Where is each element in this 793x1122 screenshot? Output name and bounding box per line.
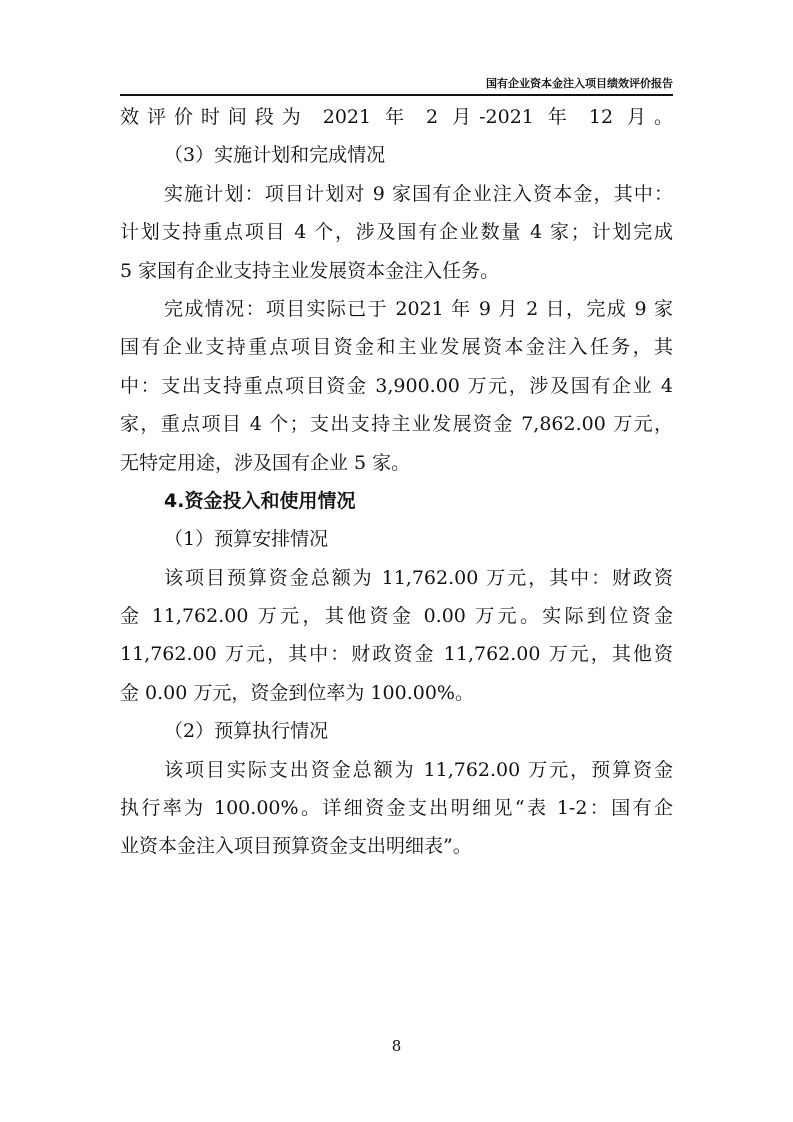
paragraph-line: 家，重点项目 4 个；支出支持主业发展资金 7,862.00 万元， (120, 413, 673, 436)
paragraph-line: 无特定用途，涉及国有企业 5 家。 (120, 451, 411, 474)
paragraph-line: 业资本金注入项目预算资金支出明细表”。 (120, 835, 472, 858)
running-header: 国有企业资本金注入项目绩效评价报告 (486, 77, 673, 90)
paragraph-line: 计划支持重点项目 4 个，涉及国有企业数量 4 家；计划完成 (120, 221, 673, 244)
header-rule (120, 94, 673, 96)
subsection-heading: （3）实施计划和完成情况 (164, 144, 386, 167)
paragraph-line: 该项目预算资金总额为 11,762.00 万元，其中：财政资 (164, 566, 673, 589)
page-number: 8 (391, 1037, 402, 1055)
paragraph-line: 完成情况：项目实际已于 2021 年 9 月 2 日，完成 9 家 (164, 297, 673, 320)
paragraph-line: 国有企业支持重点项目资金和主业发展资本金注入任务，其 (120, 336, 673, 359)
subsection-heading: （1）预算安排情况 (164, 528, 329, 551)
paragraph-line: 该项目实际支出资金总额为 11,762.00 万元，预算资金 (164, 758, 673, 781)
paragraph-line: 11,762.00 万元，其中：财政资金 11,762.00 万元，其他资 (120, 643, 673, 666)
paragraph-line: 中：支出支持重点项目资金 3,900.00 万元，涉及国有企业 4 (120, 374, 673, 397)
paragraph-line: 5 家国有企业支持主业发展资本金注入任务。 (120, 259, 500, 282)
section-heading: 4.资金投入和使用情况 (164, 489, 356, 512)
subsection-heading: （2）预算执行情况 (164, 720, 329, 743)
paragraph-line: 效评价时间段为 2021 年 2 月-2021 年 12 月。 (120, 106, 673, 128)
paragraph-line: 金 11,762.00 万元，其他资金 0.00 万元。实际到位资金 (120, 605, 673, 628)
paragraph-line: 实施计划：项目计划对 9 家国有企业注入资本金，其中： (164, 182, 673, 205)
paragraph-line: 执行率为 100.00%。详细资金支出明细见“表 1-2：国有企 (120, 797, 673, 820)
paragraph-line: 金 0.00 万元，资金到位率为 100.00%。 (120, 681, 474, 704)
body-text (120, 98, 673, 866)
